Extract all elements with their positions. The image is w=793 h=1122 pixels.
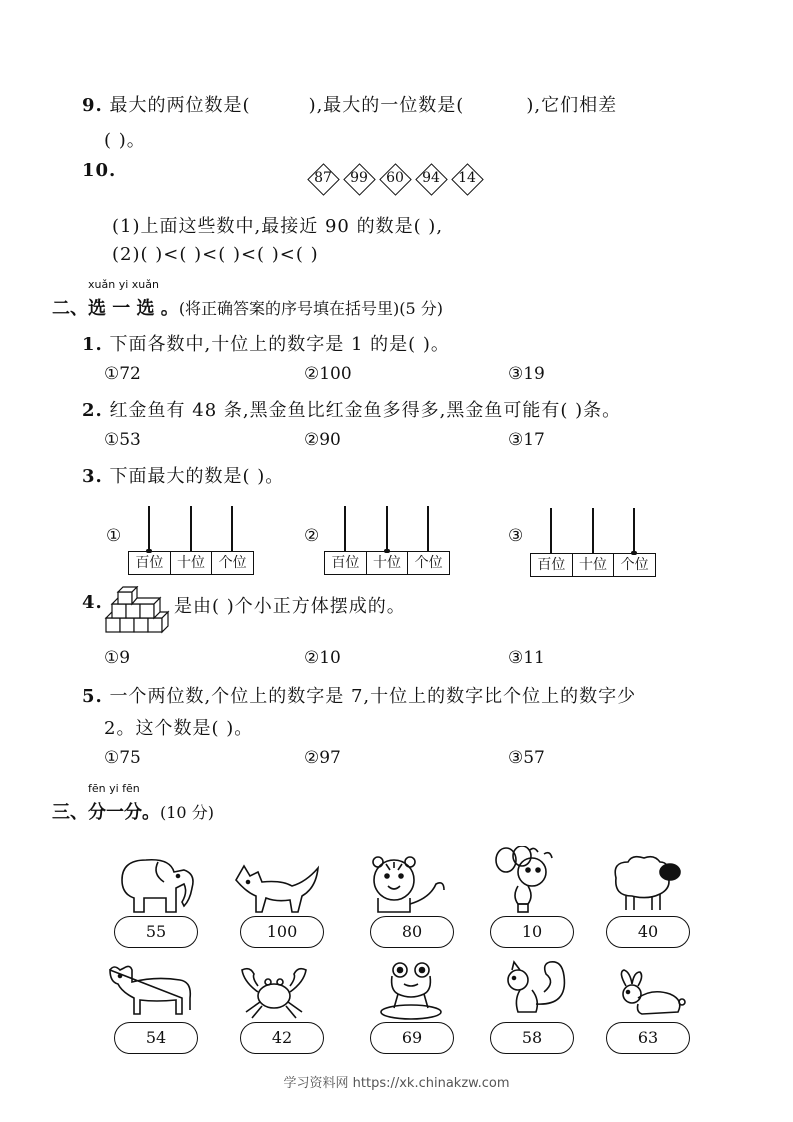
s2-q4-option-2[interactable]: ②10 (304, 648, 341, 668)
fox-icon (232, 860, 322, 916)
rabbit-icon (612, 968, 688, 1020)
section2-note: (将正确答案的序号填在括号里)(5 分) (178, 299, 444, 318)
footer-watermark: 学习资料网 https://xk.chinakzw.com (283, 1076, 510, 1091)
s2-q5-option-3[interactable]: ③57 (508, 748, 545, 768)
animal-number-badge[interactable]: 55 (114, 916, 198, 948)
animal-number-badge[interactable]: 63 (606, 1022, 690, 1054)
s2-q4-text: 是由( )个小正方体摆成的。 (174, 596, 406, 617)
tiger-icon (364, 854, 450, 916)
abacus-3: 百位 十位 个位 (530, 505, 656, 577)
abacus-1: 百位 十位 个位 (128, 503, 254, 575)
s2-q1-option-3[interactable]: ③19 (508, 364, 545, 384)
diamond-number: 14 (452, 164, 482, 194)
q9-text2: ),最大的一位数是( (308, 95, 465, 116)
diamond-number: 87 (308, 164, 338, 194)
s2-q4-number: 4. (82, 592, 103, 613)
s2-q1: 1. 下面各数中,十位上的数字是 1 的是( )。 (82, 334, 450, 355)
animal-number-badge[interactable]: 10 (490, 916, 574, 948)
q10-number: 10. (82, 160, 117, 181)
section2-pinyin: xuǎn yi xuǎn (88, 278, 159, 291)
s2-q2-option-3[interactable]: ③17 (508, 430, 545, 450)
s2-q5-line2: 2。这个数是( )。 (104, 718, 254, 739)
s2-q4-option-3[interactable]: ③11 (508, 648, 545, 668)
ox-icon (106, 962, 196, 1020)
s2-q2-option-1[interactable]: ①53 (104, 430, 141, 450)
diamond-number: 94 (416, 164, 446, 194)
q9-text1: 最大的两位数是( (109, 95, 251, 116)
s2-q1-option-2[interactable]: ②100 (304, 364, 352, 384)
cubes-icon (104, 586, 174, 636)
animal-number-badge[interactable]: 69 (370, 1022, 454, 1054)
diamond-number: 99 (344, 164, 374, 194)
abacus-3-marker[interactable]: ③ (508, 526, 524, 546)
abacus-2-marker[interactable]: ② (304, 526, 320, 546)
section3-pinyin: fēn yi fēn (88, 782, 140, 795)
abacus-1-marker[interactable]: ① (106, 526, 122, 546)
sheep-icon (608, 852, 688, 916)
animal-number-badge[interactable]: 58 (490, 1022, 574, 1054)
animal-number-badge[interactable]: 100 (240, 916, 324, 948)
animal-number-badge[interactable]: 42 (240, 1022, 324, 1054)
section2-heading (52, 294, 443, 320)
q9-line2: ( )。 (104, 130, 146, 151)
s2-q3: 3. 下面最大的数是( )。 (82, 466, 285, 487)
s2-q2-option-2[interactable]: ②90 (304, 430, 341, 450)
animal-number-badge[interactable]: 54 (114, 1022, 198, 1054)
abacus-2: 百位 十位 个位 (324, 503, 450, 575)
q9-number: 9. (82, 95, 103, 116)
q9-text3: ),它们相差 (526, 95, 618, 116)
s2-q2: 2. 红金鱼有 48 条,黑金鱼比红金鱼多得多,黑金鱼可能有( )条。 (82, 400, 622, 421)
section3-heading (52, 798, 214, 824)
q10-sub2: (2)( )<( )<( )<( )<( ) (112, 244, 319, 265)
s2-q5-option-1[interactable]: ①75 (104, 748, 141, 768)
q10-sub1: (1)上面这些数中,最接近 90 的数是( ), (112, 216, 444, 237)
section3-title: 三、分一分。 (52, 802, 160, 823)
q9-line1 (82, 91, 617, 117)
section2-title: 二、选 一 选 。 (52, 298, 179, 319)
s2-q4-option-1[interactable]: ①9 (104, 648, 131, 668)
q10-diamond-row (308, 164, 482, 194)
crab-icon (232, 962, 316, 1020)
elephant-icon (112, 852, 202, 918)
frog-icon (376, 960, 450, 1024)
diamond-number: 60 (380, 164, 410, 194)
section3-note: (10 分) (160, 803, 214, 822)
s2-q5: 5. 一个两位数,个位上的数字是 7,十位上的数字比个位上的数字少 (82, 686, 637, 707)
animal-number-badge[interactable]: 40 (606, 916, 690, 948)
animal-number-badge[interactable]: 80 (370, 916, 454, 948)
s2-q5-option-2[interactable]: ②97 (304, 748, 341, 768)
bee-icon (492, 846, 572, 916)
squirrel-icon (496, 956, 572, 1022)
s2-q1-option-1[interactable]: ①72 (104, 364, 141, 384)
